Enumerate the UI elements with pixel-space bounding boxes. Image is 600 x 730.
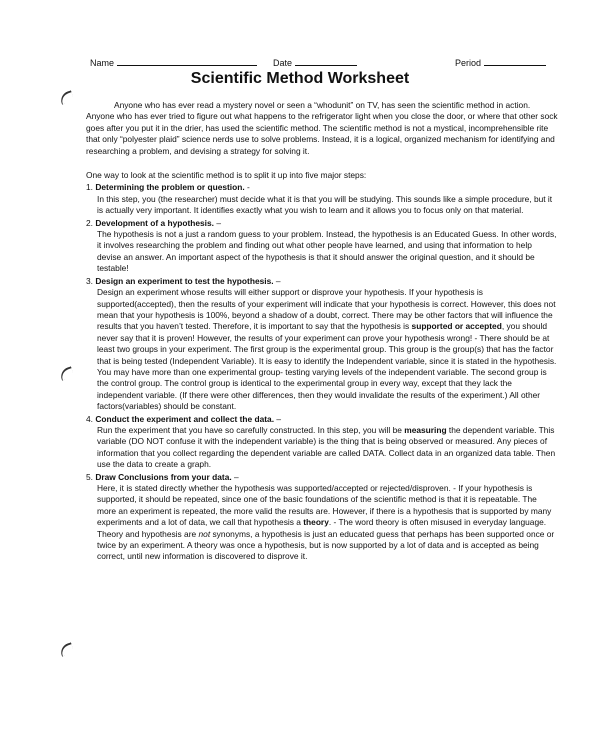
date-label: Date <box>273 58 293 68</box>
step-5 <box>86 472 558 563</box>
italic-phrase: not <box>198 528 211 539</box>
step-number: 4. <box>86 413 93 424</box>
step-text-part: the dependent variable. This variable (DO NOT confuse it with the independent variable) is the thing that is being observed or measured. Any pieces of information that you collect regarding the dependent variable are called DATA. Collect data in an organized data table. Then use the data to create a graph. <box>97 424 556 470</box>
step-text <box>97 425 558 471</box>
step-number: 1. <box>86 182 93 193</box>
step-heading: Determining the problem or question. <box>95 182 245 193</box>
period-label: Period <box>455 58 482 68</box>
step-2 <box>86 218 558 275</box>
step-heading: Draw Conclusions from your data. <box>95 471 232 482</box>
period-field[interactable] <box>455 56 546 68</box>
steps-intro: One way to look at the scientific method is to split it up into five major steps: <box>86 170 367 181</box>
period-blank-line <box>484 56 546 66</box>
step-1 <box>86 182 558 216</box>
step-3 <box>86 276 558 413</box>
step-dash: - <box>244 182 250 193</box>
step-text-part: synonyms, a hypothesis is just an educated guess that perhaps has been supported once or twice by an experiment. A theory was once a hypothesis, but is now supported by a lot of data and is accepted as being correct, until new information is discovered to disprove it. <box>97 528 555 562</box>
step-number: 2. <box>86 217 93 228</box>
step-dash: – <box>231 471 239 482</box>
step-dash: – <box>214 217 221 228</box>
step-text-part: The hypothesis is not a just a random guess to your problem. Instead, the hypothesis is an Educated Guess. In other words, it involves researching the problem and finding out what other people have learned, and using that information to help devise an answer. An important aspect of the hypothesis is that it should answer the original question, and it should be testable! <box>97 229 557 274</box>
name-blank-line <box>117 56 257 66</box>
date-field[interactable] <box>273 56 357 68</box>
step-text-part: , you should never say that it is proven! However, the results of your experiment can prove your hypothesis wrong! - There should be at least two groups in your experiment. The first group is the experimental group. This group is the group(s) that has the factor that is being tested (Independent Variable). It is easy to identify the Independent variable, since it is stated in the hypothesis. You may have more than one experimental group- testing varying levels of the independent variable. The second group is the control group. The control group is identical to the experimental group in every way, except that they lack the independent variable. (If there were other differences, then they would invalidate the results of the experiment.) All other factors(variables) should be constant. <box>97 321 557 412</box>
name-field[interactable] <box>90 56 257 68</box>
step-text-part: Run the experiment that you have so carefully constructed. In this step, you will be <box>97 424 405 435</box>
step-text-part: Here, it is stated directly whether the hypothesis was supported/accepted or rejected/disproven. - If your hypothesis is supported, it should be repeated, since one of the basic foundations of the scientific method is that it is repeatable. The more an experiment is repeated, the more valid the results are. However, if there is a hypothesis that is supported by many experiments and a lot of data, we call that hypothesis a <box>97 483 552 528</box>
step-text <box>97 194 558 217</box>
step-text-part: . - The word theory is often misused in everyday language. Theory and hypothesis are <box>97 517 547 539</box>
step-4 <box>86 414 558 471</box>
intro-paragraph: Anyone who has ever read a mystery novel or seen a “whodunit” on TV, has seen the scientific method in action. Anyone who has ever tried to figure out what happens to the refrigerator light when you close the door, or where that other sock goes after you put it in the drier, has used the scientific method. The scientific method is not a mystical, incomprehensible rite that only “polyester plaid” science nerds use to solve problems. Instead, it is a logical, organized mechanism for identifying and researching a problem, and devising a strategy for solving it. <box>86 100 558 156</box>
bold-phrase: supported or accepted <box>411 321 502 332</box>
name-label: Name <box>90 58 115 68</box>
step-heading: Conduct the experiment and collect the data. <box>95 413 275 424</box>
step-text-part: Design an experiment whose results will either support or disprove your hypothesis. If your hypothesis is supported(accepted), then the results of your experiment will indicate that your hypothesis is correct. However, this does not mean that your hypothesis is 100%, beyond a shadow of a doubt, correct. There may be other factors that will influence the results that you haven’t tested. Therefore, it is important to say that the hypothesis is <box>97 287 556 332</box>
hole-punch-mark <box>59 90 75 104</box>
bold-phrase: measuring <box>404 424 447 435</box>
page-title: Scientific Method Worksheet <box>190 70 410 87</box>
step-number: 5. <box>86 471 93 482</box>
step-text-part: In this step, you (the researcher) must decide what it is that you will be studying. This sounds like a simple procedure, but it is actually very important. It identifies exactly what you wish to learn and it allows you to focus only on that material. <box>97 193 553 216</box>
step-dash: – <box>274 413 282 424</box>
step-dash: – <box>273 275 281 286</box>
step-text <box>97 229 558 275</box>
step-text <box>97 287 558 412</box>
hole-punch-mark <box>59 642 75 656</box>
worksheet-body <box>86 100 558 563</box>
step-text <box>97 483 558 563</box>
step-number: 3. <box>86 275 93 286</box>
date-blank-line <box>295 56 357 66</box>
step-heading: Design an experiment to test the hypothesis. <box>95 275 274 286</box>
step-heading: Development of a hypothesis. <box>95 217 214 228</box>
bold-phrase: theory <box>303 517 329 528</box>
hole-punch-mark <box>59 366 75 380</box>
